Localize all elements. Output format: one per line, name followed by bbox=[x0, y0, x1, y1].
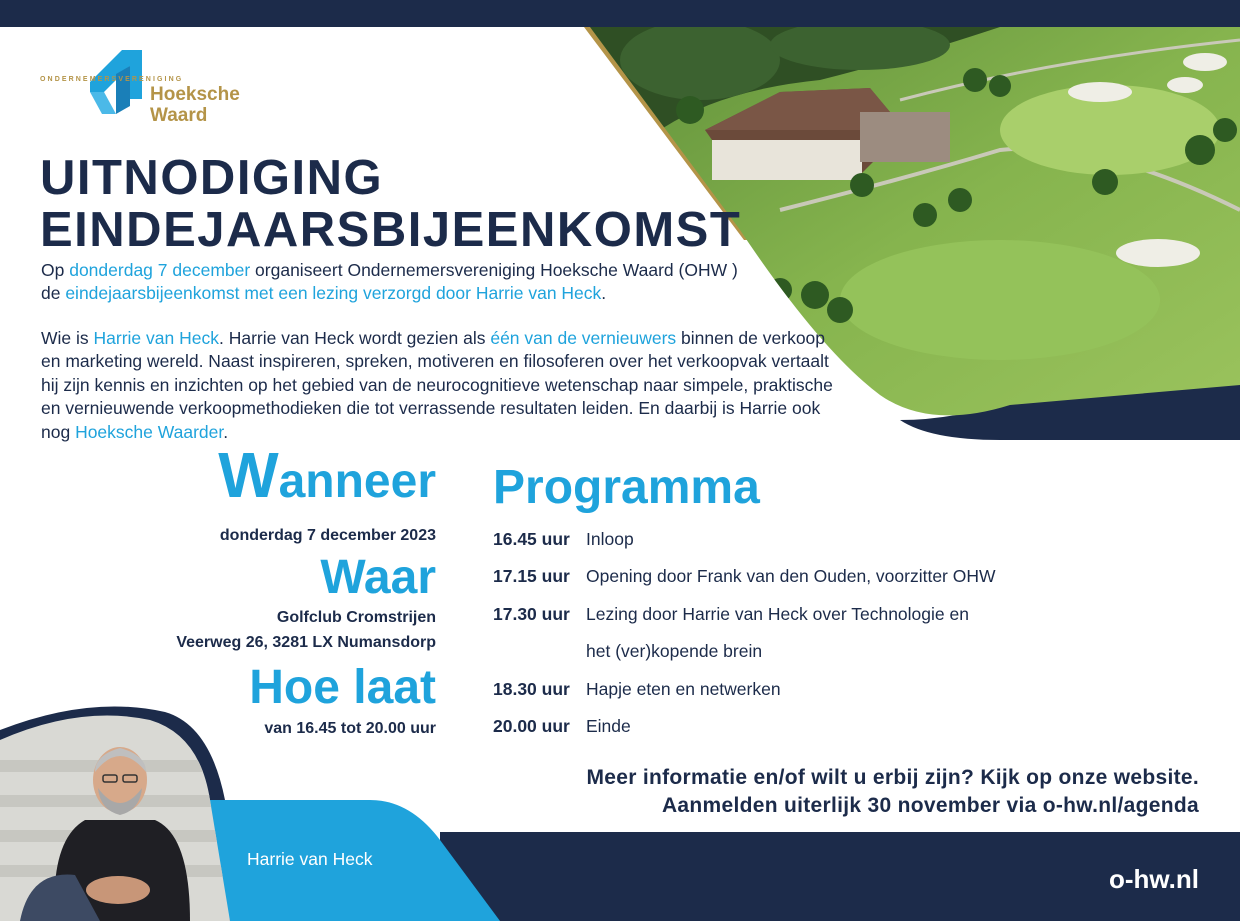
when-heading-initial: W bbox=[218, 439, 279, 511]
when-heading bbox=[120, 439, 436, 511]
time-value: van 16.45 tot 20.00 uur bbox=[264, 720, 436, 737]
cta-line2: Aanmelden uiterlijk 30 november via o-hw.nl/agenda bbox=[661, 794, 1199, 817]
innovators-highlight: één van de vernieuwers bbox=[490, 328, 677, 348]
speaker-text: Wie is bbox=[41, 328, 94, 348]
intro-paragraph bbox=[41, 259, 841, 305]
where-heading: Waar bbox=[320, 551, 436, 604]
title-line2: EINDEJAARSBIJEENKOMST bbox=[40, 203, 742, 257]
footer-shapes bbox=[0, 700, 1240, 921]
program-time: 17.30 uur bbox=[493, 604, 570, 624]
intro-text: . bbox=[601, 283, 607, 303]
logo-org-label: ONDERNEMERSVERENIGING bbox=[40, 76, 184, 83]
logo-name-line2: Waard bbox=[150, 105, 208, 126]
where-section bbox=[120, 551, 436, 655]
program-time: 16.45 uur bbox=[493, 529, 570, 549]
speaker-paragraph bbox=[41, 327, 841, 444]
venue-address: Veerweg 26, 3281 LX Numansdorp bbox=[176, 634, 436, 651]
programma-heading: Programma bbox=[493, 461, 760, 514]
when-section bbox=[120, 439, 436, 548]
program-time: 17.15 uur bbox=[493, 566, 570, 586]
intro-text: de bbox=[41, 283, 66, 303]
program-item: Opening door Frank van den Ouden, voorzitter OHW bbox=[586, 566, 996, 586]
event-date: donderdag 7 december 2023 bbox=[219, 527, 436, 544]
program-item: Hapje eten en netwerken bbox=[586, 679, 781, 699]
program-time: 20.00 uur bbox=[493, 716, 570, 736]
cta-line1: Meer informatie en/of wilt u erbij zijn? Kijk op onze website. bbox=[586, 766, 1199, 789]
ohw-logo bbox=[40, 44, 270, 134]
speaker-text: . Harrie van Heck wordt gezien als bbox=[218, 328, 491, 348]
website-link[interactable]: o-hw.nl bbox=[1108, 864, 1199, 894]
page-title bbox=[40, 152, 741, 256]
hw-resident-highlight: Hoeksche Waarder bbox=[75, 421, 224, 442]
intro-date-highlight: donderdag 7 december bbox=[69, 260, 251, 280]
intro-event-highlight: eindejaarsbijeenkomst met een lezing verzorgd door Harrie van Heck bbox=[65, 283, 602, 303]
program-item: Einde bbox=[586, 716, 631, 736]
title-line1: UITNODIGING bbox=[40, 151, 384, 205]
speaker-text: . bbox=[223, 421, 229, 442]
logo-name bbox=[150, 84, 260, 126]
intro-text: organiseert Ondernemersvereniging Hoeksche Waard (OHW ) bbox=[250, 260, 738, 280]
program-item: Inloop bbox=[586, 529, 634, 549]
speaker-text: binnen de verkoop en marketing wereld. Naast inspireren, spreken, motiveren en filosoferen over het verkoopvak vertaalt hij zijn kennis en inzichten op het gebied van de neurocognitieve wetenschap naar simpele, praktische en vernieuwende verkoopmethodieken die tot verrassende resultaten leiden. En daarbij is Harrie ook nog bbox=[41, 328, 833, 442]
venue-name: Golfclub Cromstrijen bbox=[276, 609, 436, 626]
when-heading-rest: anneer bbox=[278, 455, 436, 508]
photo-caption: Harrie van Heck bbox=[247, 849, 373, 869]
logo-name-line1: Hoeksche bbox=[150, 84, 240, 105]
program-item: het (ver)kopende brein bbox=[586, 641, 763, 661]
speaker-name-highlight: Harrie van Heck bbox=[93, 328, 219, 348]
time-heading: Hoe laat bbox=[249, 661, 436, 714]
program-item: Lezing door Harrie van Heck over Technologie en bbox=[586, 604, 969, 624]
intro-text: Op bbox=[41, 260, 70, 280]
program-time: 18.30 uur bbox=[493, 679, 570, 699]
